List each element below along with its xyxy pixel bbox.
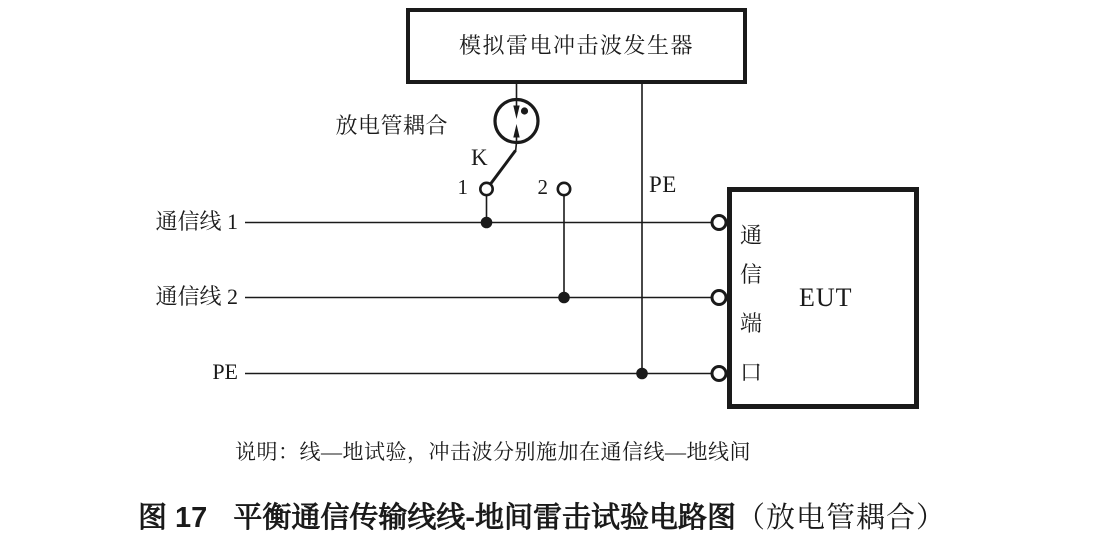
caption-figure-number: 图 17 xyxy=(137,502,208,534)
caption-title: 平衡通信传输线线-地间雷击试验电路图 xyxy=(233,502,736,534)
comm-line-1-label: 通信线 1 xyxy=(155,209,238,234)
figure-caption xyxy=(0,495,1084,536)
comm-line-2-label: 通信线 2 xyxy=(155,284,238,309)
surge-generator-label: 模拟雷电冲击波发生器 xyxy=(458,33,694,59)
surge-generator-box xyxy=(406,8,747,84)
switch-k-label: K xyxy=(471,145,488,170)
note-text: 说明：线—地试验，冲击波分别施加在通信线—地线间 xyxy=(235,440,751,464)
junction-dot-line1 xyxy=(481,217,493,229)
pe-line-label: PE xyxy=(212,359,238,384)
eut-label: EUT xyxy=(799,283,853,312)
eut-port-char: 通 xyxy=(739,223,762,248)
discharge-tube-circle xyxy=(495,100,538,143)
discharge-tube-top-arrow xyxy=(513,106,519,120)
switch-position-2-label: 2 xyxy=(537,175,548,199)
discharge-tube-bottom-arrow xyxy=(513,124,519,138)
wire-tube-to-switch xyxy=(516,143,517,153)
eut-port-char: 口 xyxy=(739,360,762,385)
junction-dot-pe xyxy=(636,368,648,380)
switch-contact-2-circle xyxy=(558,183,570,195)
eut-port-char: 信 xyxy=(739,262,762,287)
terminal-circle-pe xyxy=(712,367,726,381)
junction-dot-line2 xyxy=(558,292,570,304)
terminal-circle-line2 xyxy=(712,291,726,305)
coupling-label: 放电管耦合 xyxy=(335,113,448,138)
eut-port-char: 端 xyxy=(739,311,762,336)
caption-paren: （放电管耦合） xyxy=(735,502,946,534)
switch-arm xyxy=(489,151,516,187)
switch-position-1-label: 1 xyxy=(457,175,468,199)
discharge-tube-icon xyxy=(495,100,538,143)
terminal-circle-line1 xyxy=(712,216,726,230)
discharge-tube-dot xyxy=(521,107,528,114)
switch-contact-1-circle xyxy=(480,183,492,195)
pe-drop-label: PE xyxy=(649,172,677,197)
